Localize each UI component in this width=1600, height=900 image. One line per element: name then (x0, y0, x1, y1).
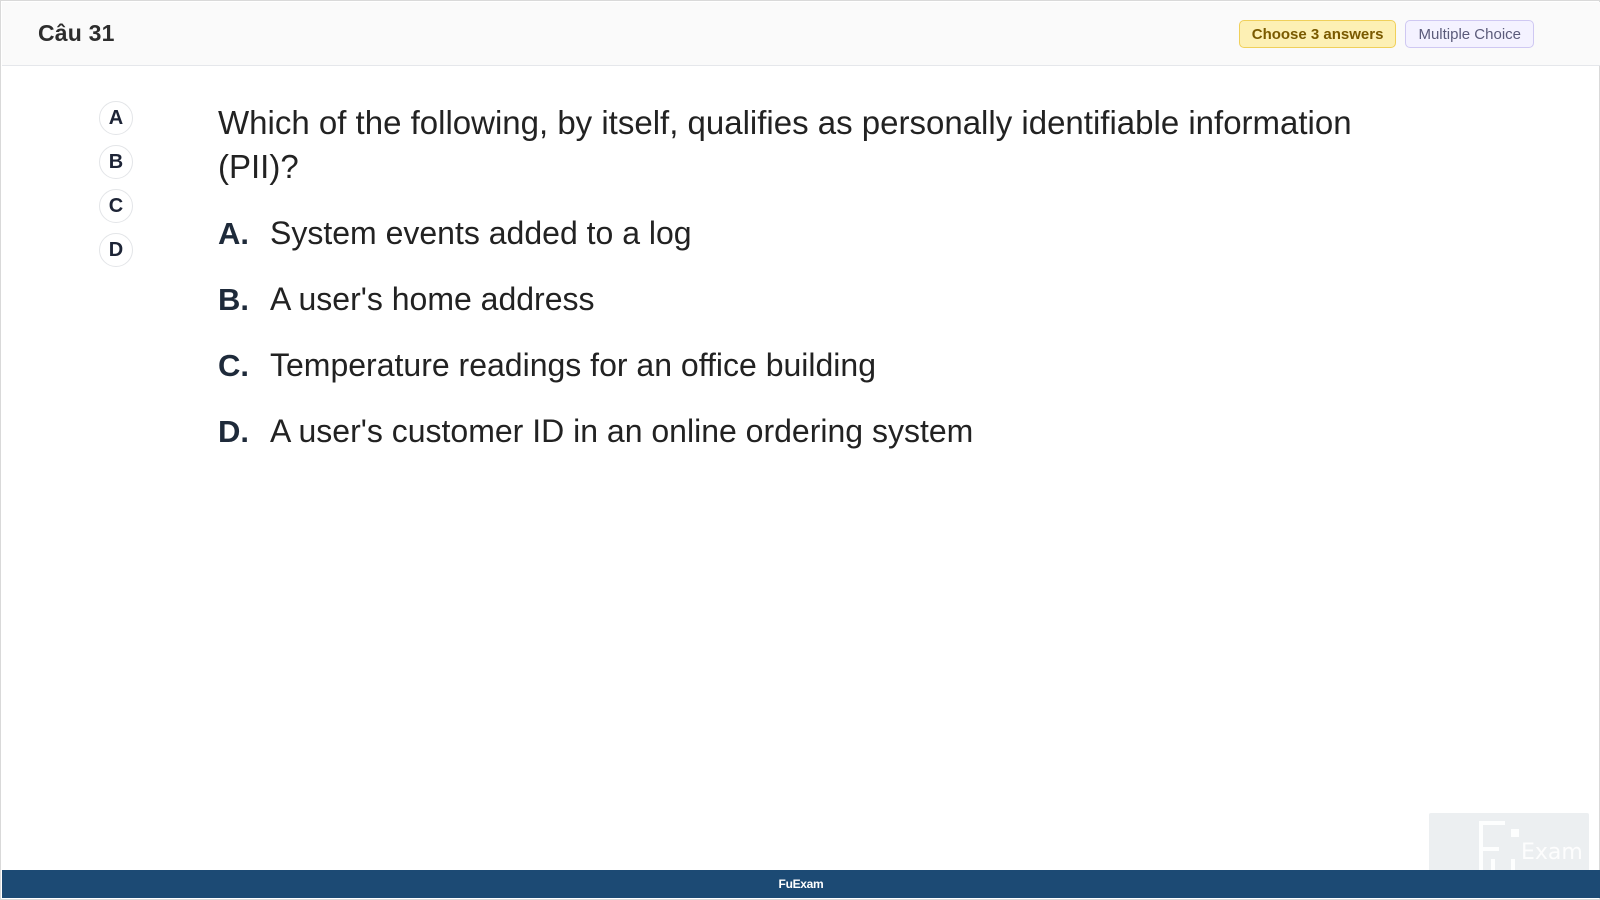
watermark-text: Exam (1521, 840, 1583, 865)
option-text: A user's home address (270, 281, 595, 317)
question-badges (1239, 20, 1534, 48)
options-list (218, 215, 973, 479)
option-letter: A. (218, 216, 249, 251)
option-d (218, 413, 973, 479)
question-text: Which of the following, by itself, qualifies as personally identifiable information (PII)? (218, 104, 1352, 185)
answer-toggle-c[interactable]: C (99, 189, 133, 223)
answer-toggle-a[interactable]: A (99, 101, 133, 135)
choose-count-badge: Choose 3 answers (1239, 20, 1397, 48)
question-type-badge: Multiple Choice (1405, 20, 1534, 48)
option-letter: C. (218, 348, 249, 383)
option-a (218, 215, 973, 281)
footer-brand: FuExam (778, 877, 824, 891)
option-c (218, 347, 973, 413)
answer-toggle-b[interactable]: B (99, 145, 133, 179)
answer-selector (99, 101, 133, 277)
option-letter: D. (218, 414, 249, 449)
answer-toggle-d[interactable]: D (99, 233, 133, 267)
question-header (2, 2, 1600, 66)
option-text: System events added to a log (270, 215, 692, 251)
question-number: Câu 31 (38, 20, 115, 46)
option-text: Temperature readings for an office building (270, 347, 876, 383)
option-text: A user's customer ID in an online ordering system (270, 413, 974, 449)
option-letter: B. (218, 282, 249, 317)
option-b (218, 281, 973, 347)
footer-bar (2, 870, 1600, 898)
